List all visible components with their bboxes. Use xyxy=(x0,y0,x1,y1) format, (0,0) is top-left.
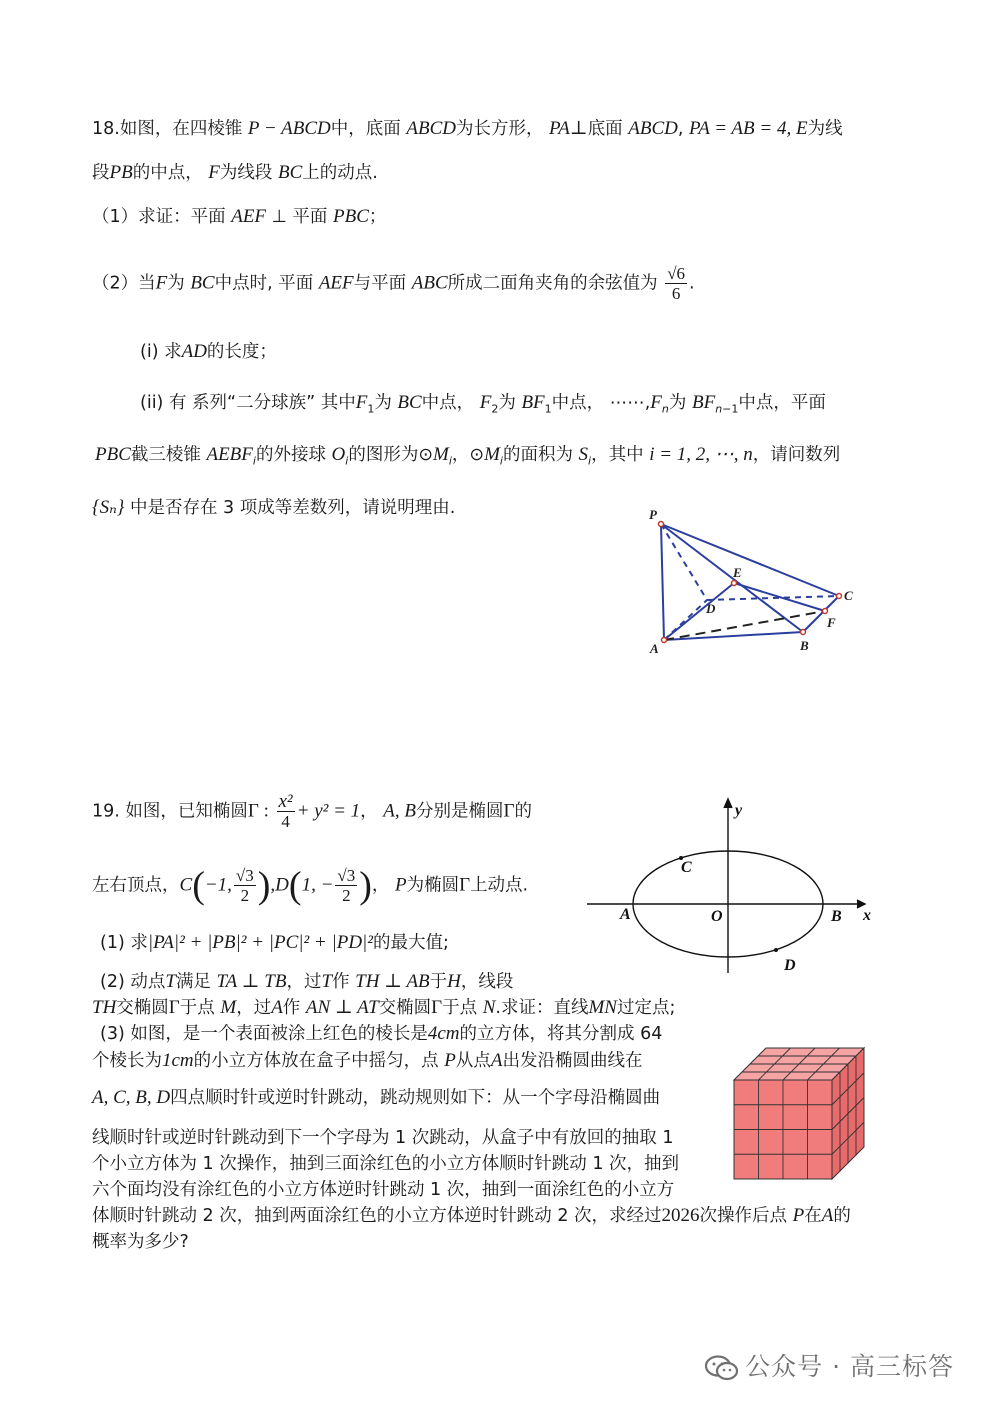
q19-part-2-cont: TH交椭圆Γ于点 M，过A作 AN ⊥ AT交椭圆Γ于点 N.求证：直线MN过定点; xyxy=(92,997,676,1018)
label-D: D xyxy=(706,601,716,616)
q19-line-1: 19. 如图，已知椭圆Γ : $\frac{\text{x²}}{4}$ + y² = 1， A, B分别是椭圆Γ的 xyxy=(92,791,532,831)
label-F: F xyxy=(827,615,836,630)
q19-part-3-l7: 体顺时针跳动 2 次，抽到两面涂红色的小立方体逆时针跳动 2 次，求经过2026次操作后点 P在A的 xyxy=(92,1205,851,1226)
wechat-icon xyxy=(705,1355,739,1381)
q18-part-2: （2）当F为 BC中点时, 平面 AEF与平面 ABC所成二面角夹角的余弦值为 $\frac{√6}{6}$ . xyxy=(92,264,695,303)
watermark-text: 公众号 · 高三标答 xyxy=(745,1352,954,1381)
red-cube-figure xyxy=(726,1044,866,1184)
q19-part-3-l6: 六个面均没有涂红色的小立方体逆时针跳动 1 次，抽到一面涂红色的小立方 xyxy=(92,1180,675,1200)
q19-part-3-l5: 个小立方体为 1 次操作，抽到三面涂红色的小立方体顺时针跳动 1 次，抽到 xyxy=(92,1154,680,1174)
label-A: A xyxy=(650,641,659,656)
q18-line-1: 18.如图，在四棱锥 P − ABCD中，底面 ABCD为长方形， PA⊥底面 ABCD, PA = AB = 4, E为线 xyxy=(92,118,843,139)
q19-part-3-l2: 个棱长为1cm的小立方体放在盒子中摇匀，点 P从点A出发沿椭圆曲线在 xyxy=(92,1050,643,1071)
edge-PB xyxy=(661,524,803,632)
edge-PD xyxy=(661,524,707,600)
label-E: E xyxy=(733,565,742,580)
q18-line-7: PBC截三棱锥 $AEBF_i$的外接球 $O_i$的图形为$⊙M_i$，$⊙M_i$的面积为 $S_i$，其中 i = 1, 2, ⋯, n，请问数列 xyxy=(95,444,841,468)
label-D: D xyxy=(784,957,796,974)
edge-DC xyxy=(707,596,839,600)
q19-part-3: (3) 如图，是一个表面被涂上红色的棱长是4cm的立方体，将其分割成 64 xyxy=(100,1023,663,1044)
label-x: x xyxy=(863,907,871,924)
q19-part-1: (1) 求|PA|² + |PB|² + |PC|² + |PD|²的最大值; xyxy=(100,932,449,953)
ellipse-graph xyxy=(585,795,885,980)
q18-part-2-ii: (ii) 有 系列“二分球族” 其中$F_1$为 BC中点， $F_2$为 $BF_1$中点， $\cdots\cdots,F_n$为 $BF_{n-1}$中点，平面 xyxy=(140,392,826,416)
label-C: C xyxy=(844,588,853,603)
pyramid-figure xyxy=(640,505,870,660)
q18-part-2-i: (i) 求AD的长度； xyxy=(140,341,277,362)
label-P: P xyxy=(649,507,657,522)
q18-line-2: 段PB的中点， F为线段 BC上的动点. xyxy=(92,162,378,183)
ellipse-fraction: $\frac{\text{x²}}{4}$ xyxy=(278,791,293,831)
label-A: A xyxy=(620,906,631,923)
q19-part-3-l8: 概率为多少? xyxy=(92,1232,189,1252)
watermark xyxy=(705,1347,954,1383)
q19-part-3-l3: A, C, B, D四点顺时针或逆时针跳动，跳动规则如下：从一个字母沿椭圆曲 xyxy=(92,1087,661,1108)
label-y: y xyxy=(735,802,743,819)
label-O: O xyxy=(711,908,723,925)
q19-part-3-l4: 线顺时针或逆时针跳动到下一个字母为 1 次跳动，从盒子中有放回的抽取 1 xyxy=(92,1128,674,1148)
q19-part-2: (2) 动点T满足 TA ⊥ TB，过T作 TH ⊥ AB于H，线段 xyxy=(100,971,514,992)
q19-line-2: 左右顶点，C(−1, $\frac{√3}{2}$ ),D(1, − $\frac{√3}{2}$ )， P为椭圆Γ上动点. xyxy=(92,864,529,907)
label-C: C xyxy=(681,859,692,876)
edge-PA xyxy=(661,524,664,640)
label-B: B xyxy=(800,638,809,653)
q18-line-8: {Sₙ} 中是否存在 3 项成等差数列，请说明理由. xyxy=(92,497,456,518)
label-B: B xyxy=(831,908,842,925)
edge-PC xyxy=(661,524,839,596)
cos-fraction: $\frac{√6}{6}$ xyxy=(667,264,686,303)
q18-part-1: （1）求证：平面 AEF ⊥ 平面 PBC； xyxy=(92,206,387,227)
